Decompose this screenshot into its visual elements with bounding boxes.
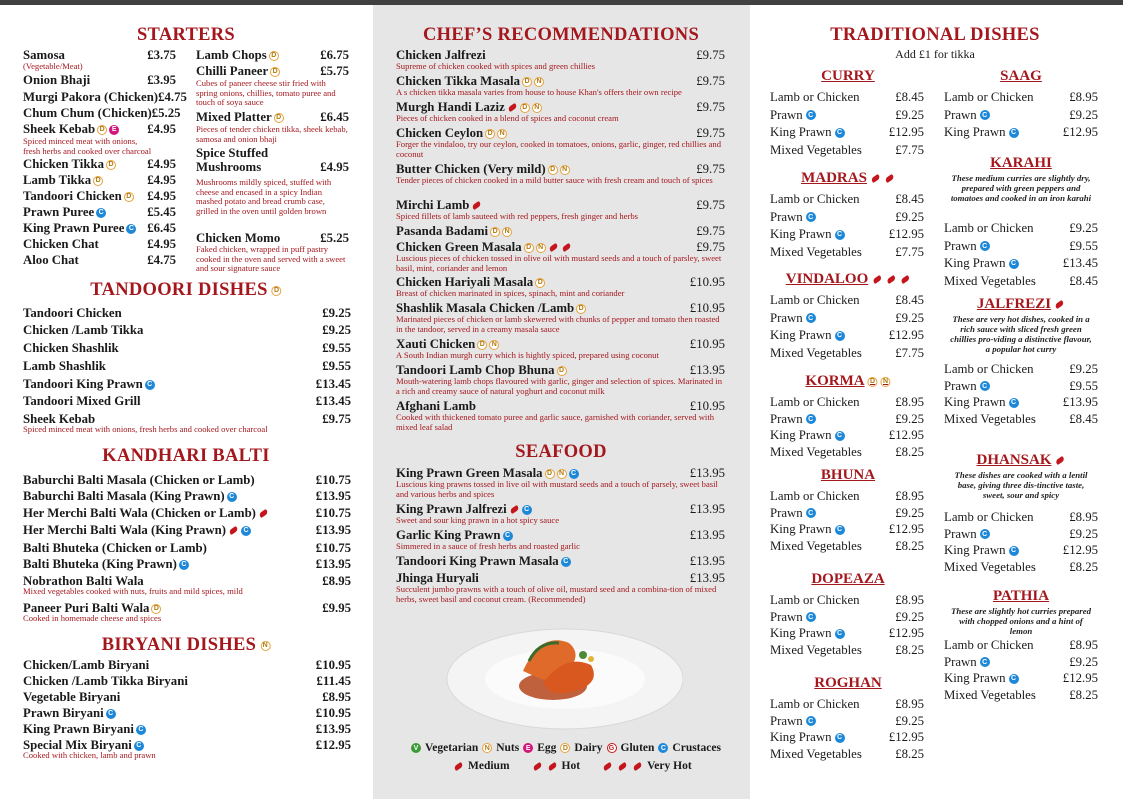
item-description: Pieces of tender chicken tikka, sheek kebab, samosa and onion bhaji bbox=[196, 124, 348, 144]
list-item: Onion Bhaji £3.95 bbox=[23, 73, 176, 87]
crustaceans-icon: C bbox=[503, 531, 513, 541]
subsection-title-vindaloo: VINDALOO bbox=[786, 271, 911, 288]
item-description: Mushrooms mildly spiced, stuffed with cheese and encased in a spicy Indian mashed potato and bread crumb case, grilled in the oven until golden brown bbox=[196, 177, 332, 216]
item-description: Mouth-watering lamb chops flavoured with garlic, ginger and selection of spices. Marinated in a rich and creamy sauce of natural yoghurt and coconut milk bbox=[396, 376, 722, 396]
chili-icon bbox=[632, 761, 642, 770]
list-item: Murgi Pakora (Chicken) £4.75 bbox=[23, 90, 187, 104]
crustaceans-icon: C bbox=[980, 110, 990, 120]
dairy-icon: D bbox=[548, 165, 558, 175]
item-description: Marinated pieces of chicken or lamb skewered with chunks of pepper and tomato then roasted in the tandoor, served in a creamy masala sauce bbox=[396, 314, 720, 334]
item-description: A South Indian murgh curry which is hightly spiced, prepared using coconut bbox=[396, 350, 659, 360]
list-item: Jhinga Huryali £13.95 bbox=[396, 571, 725, 585]
item-description: Succulent jumbo prawns with a touch of olive oil, mustard seed and a combina-tion of mixed herbs, sweet basil and coconut cream. (Recommended) bbox=[396, 584, 717, 604]
list-item: Chicken Ceylon D N £9.75 bbox=[396, 126, 725, 140]
chili-icon bbox=[900, 275, 910, 284]
list-item: Chilli Paneer D £5.75 bbox=[196, 64, 349, 78]
list-item: Baburchi Balti Masala (Chicken or Lamb) £10.75 bbox=[23, 473, 351, 487]
crustaceans-icon: C bbox=[1009, 128, 1019, 138]
list-item: Spice Stuffed Mushrooms £4.95 bbox=[196, 146, 349, 174]
subsection-note: These are slightly hot curries prepared with chopped onions and a hint of lemon bbox=[950, 606, 1092, 636]
dairy-icon: D bbox=[557, 366, 567, 376]
list-item: Mixed Vegetables £7.75 bbox=[770, 142, 924, 157]
chili-icon bbox=[602, 761, 612, 770]
list-item: King Prawn C £12.95 bbox=[770, 428, 924, 442]
crustaceans-icon: C bbox=[569, 469, 579, 479]
nuts-icon: N bbox=[489, 340, 499, 350]
item-description: Spiced minced meat with onions, fresh herbs and cooked over charcoal bbox=[23, 424, 268, 434]
list-item: Prawn C £9.25 bbox=[770, 107, 924, 122]
dairy-icon: D bbox=[868, 377, 878, 387]
nuts-icon: N bbox=[497, 129, 507, 139]
list-item: Lamb or Chicken £8.95 bbox=[944, 638, 1098, 652]
crustaceans-icon: C bbox=[806, 212, 816, 222]
list-item: Mixed Vegetables £8.25 bbox=[944, 687, 1098, 702]
list-item: Lamb Tikka D £4.95 bbox=[23, 173, 176, 187]
nuts-icon: N bbox=[482, 743, 492, 753]
list-item: Tandoori Chicken £9.25 bbox=[23, 306, 351, 320]
item-description: Simmered in a sauce of fresh herbs and roasted garlic bbox=[396, 541, 580, 551]
list-item: Aloo Chat £4.75 bbox=[23, 253, 176, 267]
crustaceans-icon: C bbox=[522, 505, 532, 515]
list-item: Lamb or Chicken £9.25 bbox=[944, 221, 1098, 235]
list-item: King Prawn C £13.45 bbox=[944, 256, 1098, 270]
list-item: Lamb Shashlik £9.55 bbox=[23, 359, 351, 373]
chili-icon bbox=[532, 761, 542, 770]
nuts-icon: N bbox=[536, 243, 546, 253]
list-item: Prawn Biryani C £10.95 bbox=[23, 706, 351, 720]
item-description: Luscious king prawns tossed in live oil with mustard seeds and a touch of parsely, sweet basil and various herbs and spices bbox=[396, 479, 718, 499]
crustaceans-icon: C bbox=[126, 224, 136, 234]
list-item: Lamb or Chicken £8.95 bbox=[770, 489, 924, 503]
subsection-title-dopeaza: DOPEAZA bbox=[811, 571, 885, 587]
list-item: Pasanda Badami D N £9.75 bbox=[396, 224, 725, 238]
subsection-title-karahi: KARAHI bbox=[990, 155, 1052, 171]
list-item: Mixed Vegetables £8.25 bbox=[770, 746, 924, 761]
list-item: Vegetable Biryani £8.95 bbox=[23, 690, 351, 704]
crustaceans-icon: C bbox=[835, 128, 845, 138]
list-item: King Prawn C £12.95 bbox=[770, 328, 924, 342]
chili-icon bbox=[228, 526, 238, 535]
list-item: King Prawn C £12.95 bbox=[770, 522, 924, 536]
list-item: Mixed Vegetables £7.75 bbox=[770, 345, 924, 360]
crustaceans-icon: C bbox=[561, 557, 571, 567]
item-description: Cooked with chicken, lamb and prawn bbox=[23, 750, 156, 760]
list-item: King Prawn Biryani C £13.95 bbox=[23, 722, 351, 736]
dairy-icon: D bbox=[272, 286, 282, 296]
list-item: Sheek Kebab £9.75 bbox=[23, 412, 351, 426]
subsection-title-jalfrezi: JALFREZI bbox=[977, 296, 1065, 313]
list-item: Her Merchi Balti Wala (King Prawn) C £13.95 bbox=[23, 523, 351, 537]
list-item: King Prawn C £12.95 bbox=[770, 125, 924, 139]
section-title-seafood: SEAFOOD bbox=[515, 442, 607, 462]
crustaceans-icon: C bbox=[241, 526, 251, 536]
list-item: Mixed Platter D £6.45 bbox=[196, 110, 349, 124]
subsection-title-dhansak: DHANSAK bbox=[976, 452, 1065, 469]
crustaceans-icon: C bbox=[1009, 398, 1019, 408]
prawn-dish-photo bbox=[433, 611, 683, 733]
list-item: Prawn Puree C £5.45 bbox=[23, 205, 176, 219]
list-item: Mixed Vegetables £8.25 bbox=[770, 642, 924, 657]
list-item: Mixed Vegetables £7.75 bbox=[770, 244, 924, 259]
list-item: Prawn C £9.25 bbox=[944, 654, 1098, 669]
gluten-icon: G bbox=[607, 743, 617, 753]
nuts-icon: N bbox=[502, 227, 512, 237]
dairy-icon: D bbox=[535, 278, 545, 288]
list-item: Sheek Kebab D E £4.95 bbox=[23, 122, 176, 136]
nuts-icon: N bbox=[881, 377, 891, 387]
list-item: Chicken Tikka Masala D N £9.75 bbox=[396, 74, 725, 88]
list-item: Butter Chicken (Very mild) D N £9.75 bbox=[396, 162, 725, 176]
list-item: Chicken Hariyali Masala D £10.95 bbox=[396, 275, 725, 289]
subsection-title-roghan: ROGHAN bbox=[814, 675, 882, 691]
nuts-icon: N bbox=[532, 103, 542, 113]
crustaceans-icon: C bbox=[806, 313, 816, 323]
list-item: Balti Bhuteka (King Prawn) C £13.95 bbox=[23, 557, 351, 571]
section-title-traditional: TRADITIONAL DISHES bbox=[830, 25, 1040, 45]
vegetarian-icon: V bbox=[411, 743, 421, 753]
dairy-icon: D bbox=[524, 243, 534, 253]
subsection-title-madras: MADRAS bbox=[801, 170, 895, 187]
list-item: Prawn C £9.55 bbox=[944, 378, 1098, 393]
chili-icon bbox=[1054, 300, 1064, 309]
item-description: Faked chicken, wrapped in puff pastry cooked in the oven and served with a sweet and sour signature sauce bbox=[196, 244, 346, 274]
item-description: Forger the vindaloo, try our ceylon, cooked in tomatoes, onions, garlic, ginger, red chillies and coconut bbox=[396, 139, 722, 159]
list-item: Chicken Momo £5.25 bbox=[196, 231, 349, 245]
chili-icon bbox=[507, 103, 517, 112]
dairy-icon: D bbox=[93, 176, 103, 186]
egg-icon: E bbox=[523, 743, 533, 753]
list-item: Afghani Lamb £10.95 bbox=[396, 399, 725, 413]
list-item: Samosa £3.75 bbox=[23, 48, 176, 62]
list-item: Chicken /Lamb Tikka Biryani £11.45 bbox=[23, 674, 351, 688]
list-item: Prawn C £9.25 bbox=[944, 526, 1098, 541]
list-item: Prawn C £9.25 bbox=[770, 310, 924, 325]
list-item: Baburchi Balti Masala (King Prawn) C £13.95 bbox=[23, 489, 351, 503]
crustaceans-icon: C bbox=[980, 529, 990, 539]
dairy-icon: D bbox=[485, 129, 495, 139]
subsection-title-korma: KORMA D N bbox=[805, 373, 890, 390]
item-description: Luscious pieces of chicken tossed in olive oil with mustard seeds and a touch of parsley, sweet basil, mint, coriander and lemon bbox=[396, 253, 722, 273]
chili-icon bbox=[870, 174, 880, 183]
item-description: Supreme of chicken cooked with spices and green chillies bbox=[396, 61, 596, 71]
crustaceans-icon: C bbox=[145, 380, 155, 390]
list-item: Prawn C £9.25 bbox=[770, 505, 924, 520]
list-item: Balti Bhuteka (Chicken or Lamb) £10.75 bbox=[23, 541, 351, 555]
subsection-title-curry: CURRY bbox=[821, 68, 875, 84]
dairy-icon: D bbox=[151, 604, 161, 614]
list-item: Chicken Jalfrezi £9.75 bbox=[396, 48, 725, 62]
subsection-title-saag: SAAG bbox=[1000, 68, 1042, 84]
dairy-icon: D bbox=[545, 469, 555, 479]
dairy-icon: D bbox=[576, 304, 586, 314]
list-item: Tandoori King Prawn C £13.45 bbox=[23, 377, 351, 391]
subsection-title-pathia: PATHIA bbox=[992, 588, 1050, 604]
item-description: Cooked with thickened tomato puree and garlic sauce, garnished with coriander, served with mixed leaf salad bbox=[396, 412, 714, 432]
section-title-starters: STARTERS bbox=[136, 25, 236, 45]
dairy-icon: D bbox=[270, 67, 280, 77]
crustaceans-icon: C bbox=[96, 208, 106, 218]
dairy-icon: D bbox=[522, 77, 532, 87]
list-item: Lamb or Chicken £8.45 bbox=[770, 192, 924, 206]
list-item: Prawn C £9.55 bbox=[944, 238, 1098, 253]
crustaceans-icon: C bbox=[806, 716, 816, 726]
item-description: A s chicken tikka masala varies from house to house Khan's offers their own recipe bbox=[396, 87, 682, 97]
crustaceans-icon: C bbox=[134, 741, 144, 751]
nuts-icon: N bbox=[560, 165, 570, 175]
section-title-balti: KANDHARI BALTI bbox=[102, 446, 270, 466]
list-item: Lamb or Chicken £8.95 bbox=[944, 510, 1098, 524]
list-item: Prawn C £9.25 bbox=[770, 609, 924, 624]
nuts-icon: N bbox=[557, 469, 567, 479]
list-item: Lamb or Chicken £9.25 bbox=[944, 362, 1098, 376]
crustaceans-icon: C bbox=[835, 733, 845, 743]
crustaceans-icon: C bbox=[806, 414, 816, 424]
crustaceans-icon: C bbox=[980, 241, 990, 251]
column-left bbox=[0, 5, 373, 799]
list-item: Lamb Chops D £6.75 bbox=[196, 48, 349, 62]
chili-icon bbox=[509, 505, 519, 514]
chili-icon bbox=[561, 243, 571, 252]
list-item: King Prawn C £12.95 bbox=[944, 543, 1098, 557]
dairy-icon: D bbox=[97, 125, 107, 135]
item-description: Breast of chicken marinated in spices, spinach, mint and coriander bbox=[396, 288, 625, 298]
list-item: Tandoori Lamb Chop Bhuna D £13.95 bbox=[396, 363, 725, 377]
crustaceans-icon: C bbox=[658, 743, 668, 753]
list-item: Tandoori Chicken D £4.95 bbox=[23, 189, 176, 203]
crustaceans-icon: C bbox=[835, 230, 845, 240]
list-item: Lamb or Chicken £8.45 bbox=[770, 293, 924, 307]
list-item: Lamb or Chicken £8.95 bbox=[944, 90, 1098, 104]
list-item: King Prawn C £13.95 bbox=[944, 395, 1098, 409]
dairy-icon: D bbox=[560, 743, 570, 753]
dairy-icon: D bbox=[124, 192, 134, 202]
dairy-icon: D bbox=[269, 51, 279, 61]
list-item: Mixed Vegetables £8.25 bbox=[770, 538, 924, 553]
list-item: Mirchi Lamb £9.75 bbox=[396, 198, 725, 212]
chili-icon bbox=[548, 243, 558, 252]
crustaceans-icon: C bbox=[1009, 259, 1019, 269]
chili-icon bbox=[884, 174, 894, 183]
list-item: King Prawn C £12.95 bbox=[770, 227, 924, 241]
list-item: Shashlik Masala Chicken /Lamb D £10.95 bbox=[396, 301, 725, 315]
list-item: Chicken Shashlik £9.55 bbox=[23, 341, 351, 355]
list-item: Mixed Vegetables £8.25 bbox=[770, 444, 924, 459]
crustaceans-icon: C bbox=[835, 525, 845, 535]
chili-icon bbox=[872, 275, 882, 284]
item-description: Mixed vegetables cooked with nuts, fruits and mild spices, mild bbox=[23, 586, 243, 596]
list-item: Lamb or Chicken £8.45 bbox=[770, 90, 924, 104]
chili-icon bbox=[547, 761, 557, 770]
list-item: Murgh Handi Laziz D N £9.75 bbox=[396, 100, 725, 114]
item-description: Pieces of chicken cooked in a blend of spices and coconut cream bbox=[396, 113, 619, 123]
list-item: Chicken Tikka D £4.95 bbox=[23, 157, 176, 171]
crustaceans-icon: C bbox=[227, 492, 237, 502]
item-description: Cooked in homemade cheese and spices bbox=[23, 613, 162, 623]
list-item: Chum Chum (Chicken) £5.25 bbox=[23, 106, 181, 120]
list-item: King Prawn C £12.95 bbox=[944, 671, 1098, 685]
list-item: Prawn C £9.25 bbox=[944, 107, 1098, 122]
chili-icon bbox=[886, 275, 896, 284]
traditional-subtitle: Add £1 for tikka bbox=[895, 47, 975, 61]
crustaceans-icon: C bbox=[1009, 674, 1019, 684]
crustaceans-icon: C bbox=[136, 725, 146, 735]
list-item: Tandoori King Prawn Masala C £13.95 bbox=[396, 554, 725, 568]
egg-icon: E bbox=[109, 125, 119, 135]
list-item: King Prawn Jalfrezi C £13.95 bbox=[396, 502, 725, 516]
list-item: Paneer Puri Balti Wala D £9.95 bbox=[23, 601, 351, 615]
list-item: Nobrathon Balti Wala £8.95 bbox=[23, 574, 351, 588]
list-item: Lamb or Chicken £8.95 bbox=[770, 697, 924, 711]
chili-icon bbox=[1055, 456, 1065, 465]
item-description: Tender pieces of chicken cooked in a mild butter sauce with fresh cream and touch of spices bbox=[396, 175, 713, 185]
list-item: Lamb or Chicken £8.95 bbox=[770, 593, 924, 607]
item-description: Cubes of paneer cheese stir fried with spring onions, chillies, tomato puree and touch of soya sauce bbox=[196, 78, 336, 108]
list-item: Special Mix Biryani C £12.95 bbox=[23, 738, 351, 752]
crustaceans-icon: C bbox=[980, 381, 990, 391]
item-description: Spiced fillets of lamb sauteed with red peppers, fresh ginger and herbs bbox=[396, 211, 638, 221]
list-item: Chicken /Lamb Tikka £9.25 bbox=[23, 323, 351, 337]
list-item: Tandoori Mixed Grill £13.45 bbox=[23, 394, 351, 408]
subsection-note: These medium curries are slightly dry, prepared with green peppers and tomatoes and cooked in an iron karahi bbox=[950, 173, 1092, 203]
list-item: Prawn C £9.25 bbox=[770, 713, 924, 728]
list-item: Mixed Vegetables £8.25 bbox=[944, 559, 1098, 574]
list-item: Prawn C £9.25 bbox=[770, 411, 924, 426]
section-title-tandoori: TANDOORI DISHES D bbox=[90, 280, 281, 301]
list-item: Prawn C £9.25 bbox=[770, 209, 924, 224]
crustaceans-icon: C bbox=[806, 508, 816, 518]
crustaceans-icon: C bbox=[835, 431, 845, 441]
chili-icon bbox=[258, 509, 268, 518]
list-item: Her Merchi Balti Wala (Chicken or Lamb) £10.75 bbox=[23, 506, 351, 520]
column-middle: CHEF’S RECOMMENDATIONS Chicken Jalfrezi £9.75 Supreme of chicken cooked with spices and green chillies Chicken Tikka Masala D N £9.75 A s chicken tikka masala varies from house to house Khan's offers their own recipe Murgh Handi Laziz D N £9.75 Pieces of chicken cooked in a blend of spices and coconut cream Chicken Ceylon D N £9.75 Forger the vindaloo, try our ceylon, cooked in tomatoes, onions, garlic, ginger, red chillies and coconut Butter Chicken (Very mild) D N £9.75 Tender pieces of chicken cooked in a mild butter sauce with fresh cream and touch of spices Mirchi Lamb £9.75 Spiced fillets of lamb sauteed with red peppers, fresh ginger and herbs Pasanda Badami D N £9.75 Chicken Green Masala D N £9.75 Luscious pieces of chicken tossed in olive oil with mustard seeds and a touch of parsley, sweet basil, mint, coriander and lemon Chicken Hariyali Masala D £10.95 Breast of chicken marinated in spices, spinach, mint and coriander Shashlik Masala Chicken /Lamb D £10.95 Marinated pieces of chicken or lamb skewered with chunks of pepper and tomato then roasted in the tandoor, served in a creamy masala sauce Xauti Chicken D N £10.95 A South Indian murgh curry which is hightly spiced, prepared using coconut Tandoori Lamb Chop Bhuna D £13.95 Mouth-watering lamb chops flavoured with garlic, ginger and selection of spices. Marinated in a rich and creamy sauce of natural yoghurt and coconut milk Afghani Lamb £10.95 Cooked with thickened tomato puree and garlic sauce, garnished with coriander, served with mixed leaf salad SEAFOOD King Prawn Green Masala D N C £13.95 Luscious king prawns tossed in live oil with mustard seeds and a touch of parsely, sweet basil and various herbs and spices King Prawn Jalfrezi C £13.95 Sweet and sour king prawn in a hot spicy sauce Garlic King Prawn C £13.95 Simmered in a sauce of fresh herbs and roasted garlic Tandoori King Prawn Masala C £13.95 Jhinga Huryali £13.95 Succulent jumbo prawns with a touch of olive oil, mustard seed and a combina-tion of mixed herbs, sweet basil and coconut cream. (Recommended) V Vegetarian N Nuts E Egg D Dairy G Gluten C Crustaces Medium Hot Very Hot bbox=[373, 5, 750, 799]
crustaceans-icon: C bbox=[1009, 546, 1019, 556]
crustaceans-icon: C bbox=[835, 629, 845, 639]
list-item: King Prawn Puree C £6.45 bbox=[23, 221, 176, 235]
crustaceans-icon: C bbox=[835, 331, 845, 341]
item-description: Sweet and sour king prawn in a hot spicy sauce bbox=[396, 515, 560, 525]
nuts-icon: N bbox=[260, 641, 270, 651]
list-item: King Prawn C £12.95 bbox=[770, 626, 924, 640]
crustaceans-icon: C bbox=[106, 709, 116, 719]
list-item: King Prawn C £12.95 bbox=[770, 730, 924, 744]
dairy-icon: D bbox=[106, 160, 116, 170]
list-item: Chicken/Lamb Biryani £10.95 bbox=[23, 658, 351, 672]
crustaceans-icon: C bbox=[806, 110, 816, 120]
dairy-icon: D bbox=[520, 103, 530, 113]
list-item: King Prawn Green Masala D N C £13.95 bbox=[396, 466, 725, 480]
list-item: Mixed Vegetables £8.45 bbox=[944, 273, 1098, 288]
subsection-note: These dishes are cooked with a lentil base, giving three dis-tinctive taste, sweet, sour and spicy bbox=[954, 470, 1088, 500]
section-title-chef: CHEF’S RECOMMENDATIONS bbox=[422, 25, 700, 45]
subsection-note: These are very hot dishes, cooked in a rich sauce with sliced fresh green chillies pro-viding a distinctive flavour, a popular hot curry bbox=[950, 314, 1092, 354]
chili-icon bbox=[472, 201, 482, 210]
dairy-icon: D bbox=[274, 113, 284, 123]
item-description: Spiced minced meat with onions, fresh herbs and cooked over charcoal bbox=[23, 136, 152, 156]
list-item: King Prawn C £12.95 bbox=[944, 125, 1098, 139]
column-right bbox=[750, 5, 1123, 799]
item-description: (Vegetable/Meat) bbox=[23, 61, 83, 71]
list-item: Mixed Vegetables £8.45 bbox=[944, 411, 1098, 426]
list-item: Xauti Chicken D N £10.95 bbox=[396, 337, 725, 351]
crustaceans-icon: C bbox=[806, 612, 816, 622]
subsection-title-bhuna: BHUNA bbox=[820, 467, 876, 483]
crustaceans-icon: C bbox=[980, 657, 990, 667]
list-item: Chicken Chat £4.95 bbox=[23, 237, 176, 251]
crustaceans-icon: C bbox=[179, 560, 189, 570]
section-title-biryani: BIRYANI DISHES N bbox=[102, 635, 271, 656]
dairy-icon: D bbox=[490, 227, 500, 237]
nuts-icon: N bbox=[534, 77, 544, 87]
list-item: Garlic King Prawn C £13.95 bbox=[396, 528, 725, 542]
list-item: Lamb or Chicken £8.95 bbox=[770, 395, 924, 409]
dairy-icon: D bbox=[477, 340, 487, 350]
chili-icon bbox=[617, 761, 627, 770]
chili-icon bbox=[453, 761, 463, 770]
list-item: Chicken Green Masala D N £9.75 bbox=[396, 240, 725, 254]
